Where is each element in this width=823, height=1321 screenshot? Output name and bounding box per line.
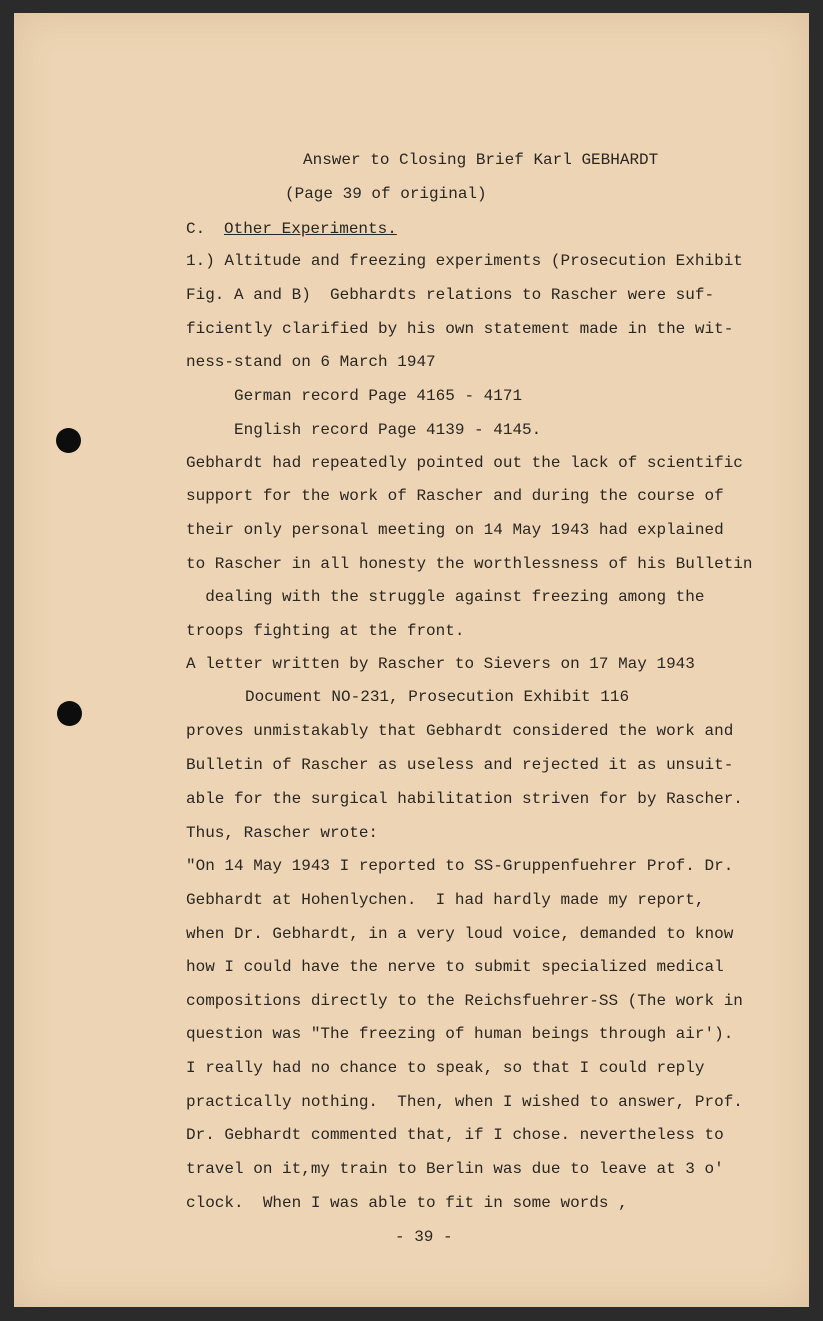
- text-line: clock. When I was able to fit in some words ,: [186, 1194, 628, 1212]
- text-line: when Dr. Gebhardt, in a very loud voice, demanded to know: [186, 925, 734, 943]
- text-line: Thus, Rascher wrote:: [186, 824, 379, 842]
- text-line: to Rascher in all honesty the worthlessness of his Bulletin: [186, 555, 753, 573]
- punch-hole-top: [56, 428, 81, 453]
- text-line: English record Page 4139 - 4145.: [234, 421, 542, 439]
- text-line: Document NO-231, Prosecution Exhibit 116: [245, 688, 630, 706]
- document-title: Answer to Closing Brief Karl GEBHARDT: [303, 151, 659, 169]
- text-line: their only personal meeting on 14 May 1943 had explained: [186, 521, 724, 539]
- text-line: I really had no chance to speak, so that I could reply: [186, 1059, 705, 1077]
- text-line: German record Page 4165 - 4171: [234, 387, 523, 405]
- text-line: Gebhardt at Hohenlychen. I had hardly made my report,: [186, 891, 705, 909]
- text-line: how I could have the nerve to submit specialized medical: [186, 958, 724, 976]
- text-line: dealing with the struggle against freezing among the: [186, 588, 705, 606]
- page-number: - 39 -: [395, 1228, 453, 1246]
- document-page: [14, 13, 809, 1307]
- document-subtitle: (Page 39 of original): [285, 185, 487, 203]
- text-line: "On 14 May 1943 I reported to SS-Gruppenfuehrer Prof. Dr.: [186, 857, 734, 875]
- text-line: ness-stand on 6 March 1947: [186, 353, 436, 371]
- text-line: travel on it,my train to Berlin was due to leave at 3 o': [186, 1160, 724, 1178]
- section-letter: C.: [186, 220, 206, 238]
- text-line: ficiently clarified by his own statement made in the wit-: [186, 320, 734, 338]
- text-line: Gebhardt had repeatedly pointed out the lack of scientific: [186, 454, 743, 472]
- text-line: practically nothing. Then, when I wished to answer, Prof.: [186, 1093, 743, 1111]
- punch-hole-bottom: [57, 701, 82, 726]
- text-line: A letter written by Rascher to Sievers on 17 May 1943: [186, 655, 695, 673]
- text-line: compositions directly to the Reichsfuehrer-SS (The work in: [186, 992, 743, 1010]
- text-line: Bulletin of Rascher as useless and rejected it as unsuit-: [186, 756, 734, 774]
- text-line: proves unmistakably that Gebhardt considered the work and: [186, 722, 734, 740]
- text-line: able for the surgical habilitation striven for by Rascher.: [186, 790, 743, 808]
- text-line: Fig. A and B) Gebhardts relations to Rascher were suf-: [186, 286, 715, 304]
- text-line: troops fighting at the front.: [186, 622, 465, 640]
- section-title: Other Experiments.: [224, 220, 397, 238]
- text-line: support for the work of Rascher and during the course of: [186, 487, 724, 505]
- text-line: 1.) Altitude and freezing experiments (Prosecution Exhibit: [186, 252, 743, 270]
- text-line: question was "The freezing of human beings through air').: [186, 1025, 734, 1043]
- text-line: Dr. Gebhardt commented that, if I chose. nevertheless to: [186, 1126, 724, 1144]
